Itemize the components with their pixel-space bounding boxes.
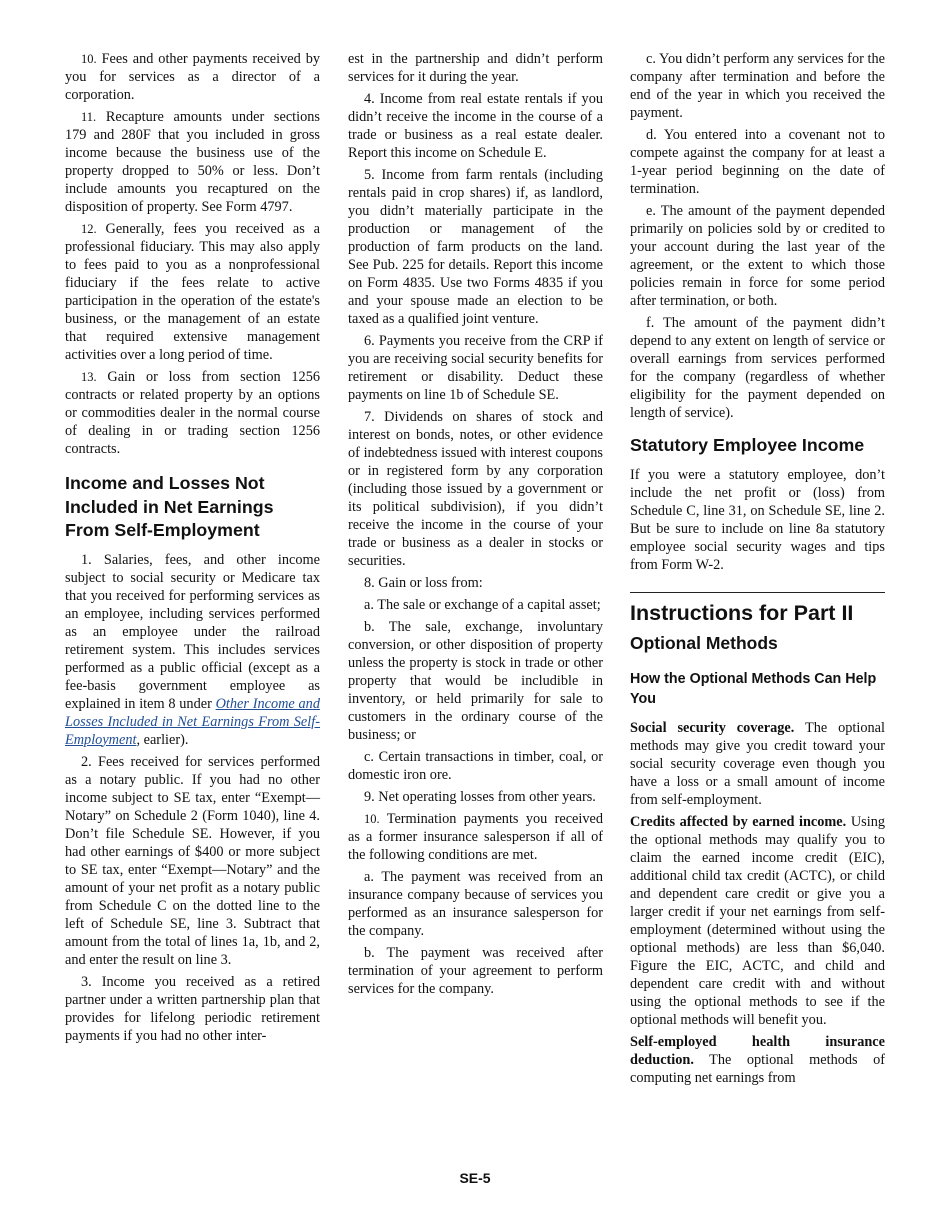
list-item: b. The payment was received after termination of your agreement to perform services for the company. (348, 945, 603, 997)
cross-reference-link[interactable]: Other Income and Losses Included in Net Earnings From Self-Employment (65, 695, 320, 748)
list-item: b. The sale, exchange, involuntary conversion, or other disposition of property unless the property is stock in trade or other property that would be includible in inventory, or held primarily for sale to customers in the ordinary course of the business; or (348, 619, 603, 743)
list-item: 9. Net operating losses from other years. (364, 789, 596, 805)
list-item: 8. Gain or loss from: (364, 575, 483, 591)
list-item: d. You entered into a covenant not to compete against the company for at least a 1-year period beginning on the date of termination. (630, 127, 885, 197)
list-item: 10. Fees and other payments received by you for services as a director of a corporation. (65, 51, 320, 103)
list-item: c. Certain transactions in timber, coal, or domestic iron ore. (348, 749, 603, 783)
list-item-continuation: est in the partnership and didn’t perform services for it during the year. (348, 51, 603, 85)
paragraph: Credits affected by earned income. Using the optional methods may qualify you to claim the earned income credit (EIC), additional child tax credit (ACTC), or child and dependent care credit or give you a larger credit if your net earnings from self-employment (determined without using the optional methods) are less than $6,040. Figure the EIC, ACTC, and child and dependent care credit with and without using the optional methods to see if the optional methods will benefit you. (630, 813, 885, 1028)
subheading-how-help: How the Optional Methods Can Help You (630, 670, 877, 707)
list-item: 2. Fees received for services performed as a notary public. If you had no other income subject to SE tax, enter “Exempt—Notary” on Schedule 2 (Form 1040), line 4. Don’t file Schedule SE. However, if you had other earnings of $400 or more subject to SE tax, enter “Exempt—Notary” and the amount of your net profit as a notary public from Schedule C on the dotted line to the left of Schedule SE, line 3. Subtract that amount from the total of lines 1a, 1b, and 2, and enter the result on line 3. (65, 753, 320, 968)
column-middle (348, 50, 603, 1002)
list-item: 5. Income from farm rentals (including rentals paid in crop shares) if, as landlord, you didn’t materially participate in the production or management of the production of farm products on the land. See Pub. 225 for details. Report this income on Form 4835. Use two Forms 4835 if you and your spouse made an election to be taxed as a qualified joint venture. (348, 167, 603, 327)
list-item: a. The payment was received from an insurance company because of services you performed as an insurance salesperson for the company. (348, 869, 603, 939)
list-item: c. You didn’t perform any services for the company after termination and before the end of the year in which you received the payment. (630, 51, 885, 121)
list-item: 3. Income you received as a retired partner under a written partnership plan that provides for lifelong periodic retirement payments if you had no other inter- (65, 973, 320, 1044)
list-item: 11. Recapture amounts under sections 179 and 280F that you included in gross income because the business use of the property dropped to 50% or less. Don’t include amounts you recaptured on the disposition of property. See Form 4797. (65, 109, 320, 215)
column-right (630, 50, 885, 1091)
section-heading-statutory: Statutory Employee Income (630, 435, 865, 455)
paragraph: Social security coverage. The optional methods may give you credit toward your social security coverage even though you have a loss or a small amount of income from self-employment. (630, 719, 885, 808)
list-item: 10. Termination payments you received as a former insurance salesperson if all of the following conditions are met. (348, 811, 603, 863)
section-divider (630, 592, 885, 593)
part-heading: Instructions for Part II (630, 600, 854, 625)
subheading-optional-methods: Optional Methods (630, 632, 778, 653)
paragraph: If you were a statutory employee, don’t include the net profit or (loss) from Schedule C, line 31, on Schedule SE, line 2. But be sure to include on line 8a statutory employee social security wages and tips from Form W-2. (630, 466, 885, 573)
list-item: 6. Payments you receive from the CRP if you are receiving social security benefits for retirement or disability. Deduct these payments on line 1b of Schedule SE. (348, 333, 603, 403)
list-item: a. The sale or exchange of a capital asset; (364, 597, 601, 613)
section-heading-not-included: Income and Losses Not Included in Net Earnings From Self-Employment (65, 473, 274, 540)
list-item: 7. Dividends on shares of stock and interest on bonds, notes, or other evidence of indebtedness issued with interest coupons or in registered form by any corporation (including those issued by a government or its political subdivision), if you didn’t receive the income in the course of your trade or business as a dealer in stocks or securities. (348, 409, 603, 569)
list-item: 1. Salaries, fees, and other income subject to social security or Medicare tax that you received for performing services as an employee, including services performed as an employee under the railroad retirement system. This includes services performed as a public official (except as a fee-basis government employee as explained in item 8 under Other Income and Losses Included in Net Earnings From Self-Employment, earlier). (65, 551, 320, 748)
page-number: SE-5 (459, 1170, 491, 1186)
list-item: 13. Gain or loss from section 1256 contracts or related property by an options or commodities dealer in the normal course of dealing in or trading section 1256 contracts. (65, 369, 321, 457)
list-item: 4. Income from real estate rentals if you didn’t receive the income in the course of a trade or business as a real estate dealer. Report this income on Schedule E. (348, 91, 603, 161)
list-item: e. The amount of the payment depended primarily on policies sold by or credited to your account during the last year of the agreement, or the extent to which those policies remain in force for some period after termination, or both. (630, 203, 885, 309)
paragraph: Self-employed health insurance deduction. The optional methods of computing net earnings from (630, 1033, 885, 1086)
column-left (65, 50, 320, 1049)
list-item: f. The amount of the payment didn’t depend to any extent on length of service or overall earnings from services performed for the company (regardless of whether eligibility for the payment depended on length of service). (630, 315, 885, 421)
list-item: 12. Generally, fees you received as a professional fiduciary. This may also apply to fees paid to you as a nonprofessional fiduciary if the fees relate to active participation in the operation of the estate's business, or the management of an estate that required extensive management activities over a long period of time. (65, 221, 320, 363)
